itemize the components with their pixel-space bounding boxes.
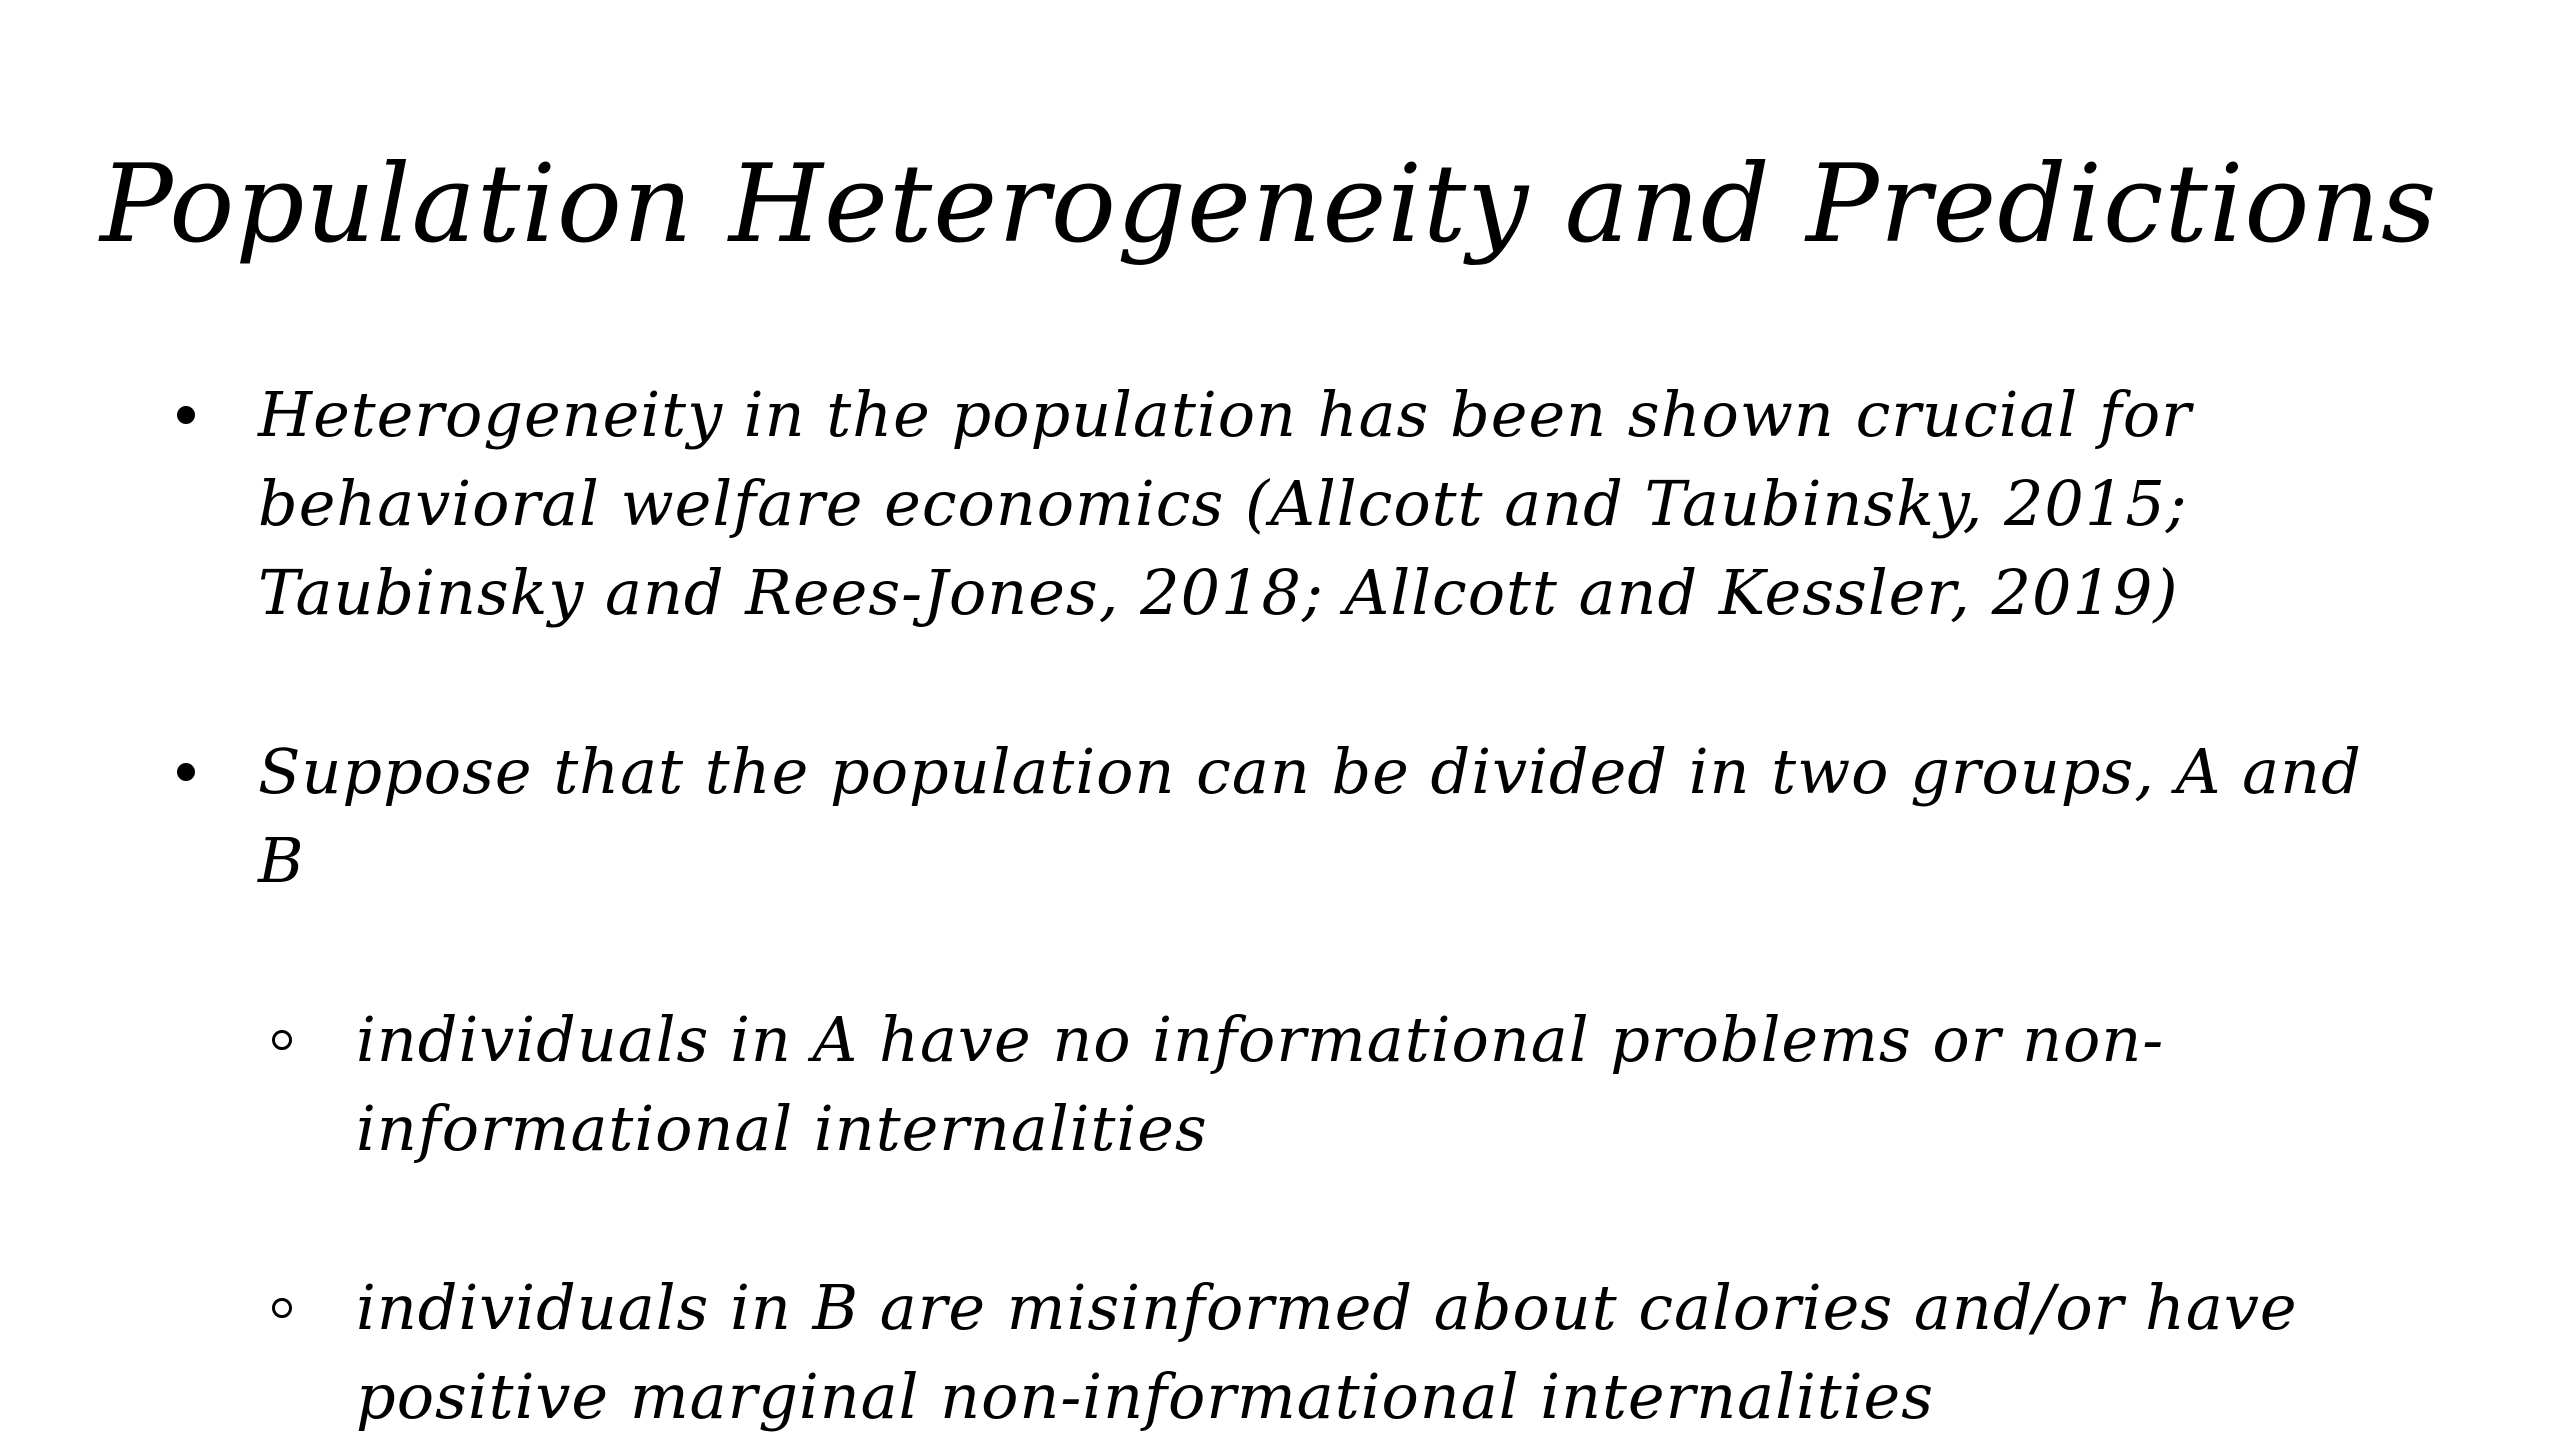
bullet-disc-icon bbox=[168, 370, 204, 459]
bullet-circle-icon bbox=[264, 1263, 300, 1352]
bullet-list bbox=[0, 370, 2560, 1441]
sub-bullet-item bbox=[356, 1263, 2416, 1441]
slide-title: Population Heterogeneity and Predictions bbox=[100, 142, 2438, 267]
sub-bullet-item bbox=[356, 995, 2416, 1173]
sub-bullet-text: individuals in A have no informational problems or non-informational internalities bbox=[356, 1003, 2165, 1165]
bullet-text: Suppose that the population can be divided in two groups, A and B bbox=[258, 735, 2362, 897]
sub-bullet-text: individuals in B are misinformed about calories and/or have positive marginal non-informational internalities bbox=[356, 1271, 2298, 1433]
bullet-text: Heterogeneity in the population has been shown crucial for behavioral welfare economics (Allcott and Taubinsky, 2015; Taubinsky and Rees-Jones, 2018; Allcott and Kessler, 2019) bbox=[258, 378, 2192, 629]
bullet-item bbox=[258, 370, 2378, 637]
bullet-item bbox=[258, 727, 2378, 905]
bullet-disc-icon bbox=[168, 727, 204, 816]
bullet-circle-icon bbox=[264, 995, 300, 1084]
